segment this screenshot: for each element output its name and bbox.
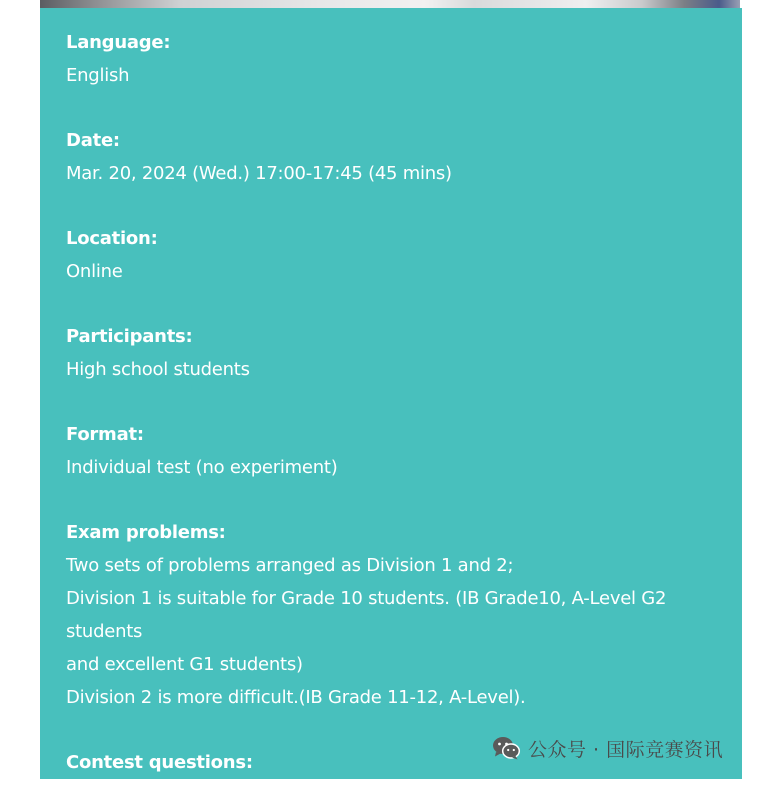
exam-problems-line-4: Division 2 is more difficult.(IB Grade 11-12, A-Level). bbox=[66, 687, 526, 708]
exam-problems-section bbox=[66, 516, 716, 714]
format-section bbox=[66, 418, 716, 484]
exam-problems-line-3: and excellent G1 students) bbox=[66, 654, 303, 675]
date-value: Mar. 20, 2024 (Wed.) 17:00-17:45 (45 mins) bbox=[66, 163, 452, 184]
location-section bbox=[66, 222, 716, 288]
info-content bbox=[66, 26, 716, 812]
watermark-text: 公众号 · 国际竞赛资讯 bbox=[528, 738, 724, 761]
info-panel bbox=[40, 8, 742, 806]
participants-section bbox=[66, 320, 716, 386]
participants-value: High school students bbox=[66, 359, 250, 380]
contest-questions-value: 40 multiple-choice questions, 45 minutes. bbox=[66, 785, 435, 806]
date-label: Date: bbox=[66, 130, 120, 151]
exam-problems-label: Exam problems: bbox=[66, 522, 226, 543]
language-value: English bbox=[66, 65, 130, 86]
wechat-icon bbox=[492, 736, 520, 760]
exam-problems-line-1: Two sets of problems arranged as Division 1 and 2; bbox=[66, 555, 514, 576]
format-label: Format: bbox=[66, 424, 144, 445]
participants-label: Participants: bbox=[66, 326, 193, 347]
watermark bbox=[492, 733, 723, 763]
header-photo bbox=[40, 0, 740, 8]
language-label: Language: bbox=[66, 32, 171, 53]
location-label: Location: bbox=[66, 228, 158, 249]
location-value: Online bbox=[66, 261, 123, 282]
date-section bbox=[66, 124, 716, 190]
format-value: Individual test (no experiment) bbox=[66, 457, 338, 478]
language-section bbox=[66, 26, 716, 92]
contest-questions-label: Contest questions: bbox=[66, 752, 253, 773]
exam-problems-line-2: Division 1 is suitable for Grade 10 students. (IB Grade10, A-Level G2 students bbox=[66, 588, 667, 642]
